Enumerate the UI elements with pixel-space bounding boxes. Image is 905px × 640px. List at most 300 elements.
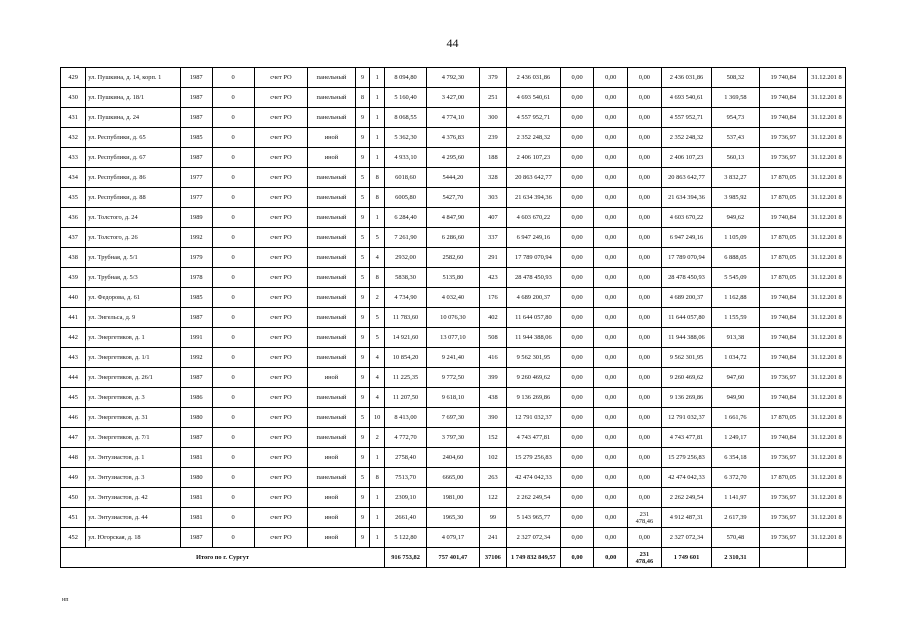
table-cell: 4 689 200,37 [507,288,561,308]
table-cell: 12 791 032,37 [507,408,561,428]
table-cell: 176 [479,288,506,308]
table-cell: 570,48 [712,528,759,548]
table-cell: 442 [61,328,86,348]
table-cell: 537,43 [712,128,759,148]
total-cell: 231 478,46 [628,548,662,568]
table-cell: 8 [370,188,385,208]
table-cell: панельный [308,348,355,368]
table-cell: 4 [370,348,385,368]
table-cell: 0,00 [560,88,594,108]
table-cell: 1 [370,508,385,528]
table-cell: 9 772,50 [427,368,480,388]
table-cell: 0,00 [594,308,628,328]
table-cell: 1 [370,128,385,148]
table-cell: 4 792,30 [427,68,480,88]
table-cell: 19 736,97 [759,528,807,548]
table-cell: 9 [355,388,370,408]
table-cell: 5 [355,188,370,208]
table-cell: 429 [61,68,86,88]
table-cell: 1 155,59 [712,308,759,328]
address-cell: ул. Энергетиков, д. 26/1 [86,368,181,388]
table-cell: счет РО [254,388,308,408]
table-cell: 1986 [180,388,212,408]
table-row [61,288,846,308]
table-cell: 9 [355,528,370,548]
table-cell: 19 736,97 [759,488,807,508]
table-cell: 19 736,97 [759,148,807,168]
table-cell: 1987 [180,428,212,448]
table-cell: 31.12.201 8 [807,408,845,428]
table-cell: счет РО [254,108,308,128]
address-cell: ул. Толстого, д. 24 [86,208,181,228]
table-cell: 6 284,40 [385,208,427,228]
table-cell: 1 [370,528,385,548]
table-cell: 1987 [180,88,212,108]
table-cell: 19 740,84 [759,288,807,308]
table-cell: 9 [355,428,370,448]
table-cell: 0,00 [560,388,594,408]
table-cell: 17 870,05 [759,408,807,428]
table-cell: 10 [370,408,385,428]
table-cell: 4 847,90 [427,208,480,228]
table-row [61,68,846,88]
table-cell: 291 [479,248,506,268]
table-cell: 0,00 [560,268,594,288]
table-cell: 0,00 [594,168,628,188]
table-cell: 11 944 388,06 [661,328,712,348]
table-cell: 0,00 [594,468,628,488]
total-cell [807,548,845,568]
table-cell: 263 [479,468,506,488]
table-cell: 31.12.201 8 [807,248,845,268]
table-cell: 0 [212,68,254,88]
table-cell: 0,00 [560,308,594,328]
table-row [61,168,846,188]
table-cell: 2661,40 [385,508,427,528]
table-cell: 0,00 [594,408,628,428]
table-cell: счет РО [254,468,308,488]
table-cell: 4 774,10 [427,108,480,128]
table-cell: 5 [355,468,370,488]
table-cell: 7 697,30 [427,408,480,428]
table-cell: 431 [61,108,86,128]
table-cell: 1978 [180,268,212,288]
table-cell: 2 352 248,32 [507,128,561,148]
table-cell: счет РО [254,148,308,168]
table-cell: 2 327 072,34 [661,528,712,548]
table-cell: 2 406 107,23 [507,148,561,168]
table-cell: 4 557 952,71 [661,108,712,128]
address-cell: ул. Энтузиастов, д. 1 [86,448,181,468]
table-cell: счет РО [254,408,308,428]
table-cell: 31.12.201 8 [807,88,845,108]
table-cell: 0,00 [560,208,594,228]
table-cell: 0,00 [628,388,662,408]
table-cell: 1980 [180,408,212,428]
table-cell: 0 [212,148,254,168]
table-cell: 231 478,46 [628,508,662,528]
table-cell: 17 870,05 [759,248,807,268]
table-cell: 4 557 952,71 [507,108,561,128]
table-cell: 6018,60 [385,168,427,188]
table-cell: 447 [61,428,86,448]
table-cell: панельный [308,68,355,88]
table-cell: 0 [212,208,254,228]
table-cell: 445 [61,388,86,408]
table-cell: 913,38 [712,328,759,348]
table-cell: 4 032,40 [427,288,480,308]
table-cell: 390 [479,408,506,428]
table-cell: 4 603 670,22 [507,208,561,228]
table-cell: 0,00 [628,288,662,308]
table-cell: 5 545,09 [712,268,759,288]
table-cell: 2309,10 [385,488,427,508]
page-number: 44 [446,36,459,50]
table-cell: 31.12.201 8 [807,288,845,308]
table-cell: 31.12.201 8 [807,268,845,288]
table-cell: 31.12.201 8 [807,488,845,508]
table-cell: 3 427,00 [427,88,480,108]
table-cell: 5427,70 [427,188,480,208]
table-cell: 102 [479,448,506,468]
table-cell: 1987 [180,148,212,168]
table-cell: 0,00 [628,248,662,268]
table-cell: 0 [212,168,254,188]
table-cell: 19 740,84 [759,388,807,408]
table-cell: 0 [212,508,254,528]
table-cell: 0,00 [560,228,594,248]
table-cell: 11 944 388,06 [507,328,561,348]
table-row [61,408,846,428]
table-cell: 2 262 249,54 [507,488,561,508]
table-cell: 0,00 [594,128,628,148]
table-cell: 31.12.201 8 [807,368,845,388]
table-cell: 31.12.201 8 [807,228,845,248]
table-cell: 1 034,72 [712,348,759,368]
total-cell: 37106 [479,548,506,568]
table-cell: 122 [479,488,506,508]
table-cell: 8 [355,88,370,108]
table-cell: 2 352 248,32 [661,128,712,148]
table-cell: 5 [355,248,370,268]
table-cell: панельный [308,468,355,488]
table-cell: 13 077,10 [427,328,480,348]
table-cell: 5135,80 [427,268,480,288]
total-cell: 1 749 601 [661,548,712,568]
table-cell: 9 [355,108,370,128]
table-row [61,128,846,148]
table-cell: 5 [370,228,385,248]
table-cell: 560,13 [712,148,759,168]
total-row [61,548,846,568]
address-cell: ул. Пушкина, д. 18/1 [86,88,181,108]
total-cell [759,548,807,568]
address-cell: ул. Федорова, д. 61 [86,288,181,308]
table-cell: 5 143 965,77 [507,508,561,528]
table-cell: 31.12.201 8 [807,388,845,408]
table-cell: 31.12.201 8 [807,428,845,448]
table-cell: 1 [370,448,385,468]
table-cell: 31.12.201 8 [807,348,845,368]
address-cell: ул. Энергетиков, д. 1 [86,328,181,348]
table-cell: 423 [479,268,506,288]
table-cell: 3 832,27 [712,168,759,188]
table-cell: 6 888,05 [712,248,759,268]
table-cell: 17 870,05 [759,468,807,488]
table-cell: 399 [479,368,506,388]
table-cell: 4 079,17 [427,528,480,548]
table-cell: счет РО [254,488,308,508]
table-cell: 31.12.201 8 [807,308,845,328]
table-cell: панельный [308,168,355,188]
table-cell: 0,00 [560,408,594,428]
table-cell: 1 661,76 [712,408,759,428]
table-cell: панельный [308,408,355,428]
table-cell: 9 [355,308,370,328]
total-cell: 757 401,47 [427,548,480,568]
table-cell: панельный [308,108,355,128]
footer-mark: нп [62,597,69,603]
table-cell: 31.12.201 8 [807,68,845,88]
table-cell: 251 [479,88,506,108]
table-row [61,508,846,528]
address-cell: ул. Республики, д. 88 [86,188,181,208]
table-cell: 5444,20 [427,168,480,188]
table-cell: 2 262 249,54 [661,488,712,508]
table-cell: панельный [308,88,355,108]
table-cell: 21 634 394,36 [661,188,712,208]
table-cell: 7 261,90 [385,228,427,248]
table-cell: 440 [61,288,86,308]
table-cell: 0,00 [628,188,662,208]
address-cell: ул. Энергетиков, д. 7/1 [86,428,181,448]
table-cell: 4 693 540,61 [507,88,561,108]
table-cell: 19 740,84 [759,88,807,108]
table-cell: 0,00 [594,328,628,348]
housing-register-table [60,67,846,568]
table-cell: 438 [479,388,506,408]
table-cell: 1979 [180,248,212,268]
table-cell: 438 [61,248,86,268]
table-cell: 1987 [180,308,212,328]
table-cell: 19 740,84 [759,68,807,88]
table-cell: 19 736,97 [759,448,807,468]
table-cell: панельный [308,188,355,208]
table-cell: 0,00 [628,148,662,168]
address-cell: ул. Трубная, д. 5/3 [86,268,181,288]
table-row [61,268,846,288]
table-cell: 4 689 200,37 [661,288,712,308]
table-row [61,448,846,468]
table-cell: панельный [308,208,355,228]
table-row [61,368,846,388]
table-cell: 0,00 [594,68,628,88]
table-cell: 1965,30 [427,508,480,528]
table-cell: 19 740,84 [759,328,807,348]
table-cell: 300 [479,108,506,128]
table-row [61,388,846,408]
table-cell: 8 [370,468,385,488]
table-cell: 0 [212,328,254,348]
table-cell: 31.12.201 8 [807,468,845,488]
table-cell: 31.12.201 8 [807,128,845,148]
table-cell: счет РО [254,288,308,308]
table-cell: 31.12.201 8 [807,148,845,168]
total-label: Итого по г. Сургут [61,548,385,568]
table-cell: 2 436 031,86 [507,68,561,88]
table-cell: 1985 [180,128,212,148]
table-cell: 328 [479,168,506,188]
table-row [61,108,846,128]
table-cell: 0,00 [628,488,662,508]
table-cell: 1 [370,68,385,88]
table-cell: 12 791 032,37 [661,408,712,428]
address-cell: ул. Толстого, д. 26 [86,228,181,248]
address-cell: ул. Республики, д. 67 [86,148,181,168]
table-cell: 9 260 469,62 [507,368,561,388]
table-cell: 4 933,10 [385,148,427,168]
table-cell: 0 [212,128,254,148]
table-cell: 0,00 [628,68,662,88]
table-cell: 446 [61,408,86,428]
table-cell: панельный [308,308,355,328]
table-cell: иной [308,508,355,528]
table-cell: 0 [212,228,254,248]
table-cell: 0,00 [560,508,594,528]
table-cell: 4 772,70 [385,428,427,448]
address-cell: ул. Энгельса, д. 9 [86,308,181,328]
table-cell: 2 406 107,23 [661,148,712,168]
table-cell: 0,00 [594,488,628,508]
table-cell: 9 [355,128,370,148]
table-cell: 8 094,80 [385,68,427,88]
table-cell: 0,00 [560,128,594,148]
table-cell: 1 249,17 [712,428,759,448]
address-cell: ул. Югорская, д. 18 [86,528,181,548]
table-cell: счет РО [254,368,308,388]
table-cell: 17 870,05 [759,268,807,288]
table-cell: 4 693 540,61 [661,88,712,108]
table-cell: 1991 [180,328,212,348]
table-cell: иной [308,528,355,548]
table-cell: 0 [212,368,254,388]
table-cell: 0,00 [594,448,628,468]
table-cell: 42 474 042,33 [507,468,561,488]
table-cell: 6 372,70 [712,468,759,488]
table-cell: 239 [479,128,506,148]
table-cell: 6 947 249,16 [661,228,712,248]
table-cell: 19 740,84 [759,428,807,448]
table-cell: 9 241,40 [427,348,480,368]
table-cell: 947,60 [712,368,759,388]
table-cell: 0,00 [628,108,662,128]
table-row [61,348,846,368]
table-cell: 11 644 057,80 [507,308,561,328]
table-cell: 1987 [180,108,212,128]
table-cell: 1 [370,208,385,228]
table-cell: 1 [370,88,385,108]
table-cell: 3 985,92 [712,188,759,208]
table-cell: 0,00 [594,208,628,228]
table-cell: 0,00 [560,68,594,88]
table-cell: 152 [479,428,506,448]
table-cell: 0,00 [628,88,662,108]
table-cell: 8 068,55 [385,108,427,128]
table-cell: 0,00 [560,368,594,388]
table-cell: 0 [212,348,254,368]
table-cell: 0,00 [594,428,628,448]
table-cell: счет РО [254,308,308,328]
table-cell: 0,00 [628,268,662,288]
table-cell: панельный [308,328,355,348]
table-row [61,228,846,248]
table-cell: панельный [308,228,355,248]
table-cell: 0 [212,448,254,468]
table-cell: 20 863 642,77 [661,168,712,188]
table-cell: 4 912 487,31 [661,508,712,528]
table-cell: 9 [355,508,370,528]
table-cell: 0,00 [594,88,628,108]
table-cell: панельный [308,268,355,288]
table-cell: 1 [370,148,385,168]
table-cell: 2 617,39 [712,508,759,528]
table-cell: 9 [355,208,370,228]
table-cell: 0,00 [560,348,594,368]
table-cell: 2582,60 [427,248,480,268]
table-cell: 5 122,80 [385,528,427,548]
table-cell: счет РО [254,88,308,108]
table-cell: панельный [308,388,355,408]
table-cell: счет РО [254,248,308,268]
table-cell: 15 279 256,83 [507,448,561,468]
total-cell: 0,00 [560,548,594,568]
table-cell: 434 [61,168,86,188]
table-cell: 0,00 [628,348,662,368]
table-cell: панельный [308,428,355,448]
table-cell: 0,00 [594,108,628,128]
table-cell: 0 [212,308,254,328]
table-cell: 4 295,60 [427,148,480,168]
table-cell: счет РО [254,348,308,368]
table-cell: 0,00 [628,468,662,488]
table-cell: 0,00 [560,468,594,488]
table-cell: 0,00 [628,368,662,388]
table-cell: 11 225,35 [385,368,427,388]
address-cell: ул. Энергетиков, д. 31 [86,408,181,428]
table-cell: 10 076,30 [427,308,480,328]
table-cell: 6 286,60 [427,228,480,248]
table-cell: 19 740,84 [759,308,807,328]
table-cell: 0,00 [594,528,628,548]
table-cell: 9 562 301,95 [661,348,712,368]
table-row [61,148,846,168]
table-cell: 1980 [180,468,212,488]
table-cell: 10 854,20 [385,348,427,368]
table-cell: 0,00 [594,248,628,268]
table-cell: 407 [479,208,506,228]
table-cell: 337 [479,228,506,248]
table-cell: 188 [479,148,506,168]
table-cell: 452 [61,528,86,548]
table-cell: 19 740,84 [759,108,807,128]
table-cell: 0,00 [560,248,594,268]
table-cell: счет РО [254,428,308,448]
table-cell: 9 [355,448,370,468]
table-row [61,188,846,208]
table-cell: счет РО [254,268,308,288]
table-cell: панельный [308,288,355,308]
table-row [61,468,846,488]
